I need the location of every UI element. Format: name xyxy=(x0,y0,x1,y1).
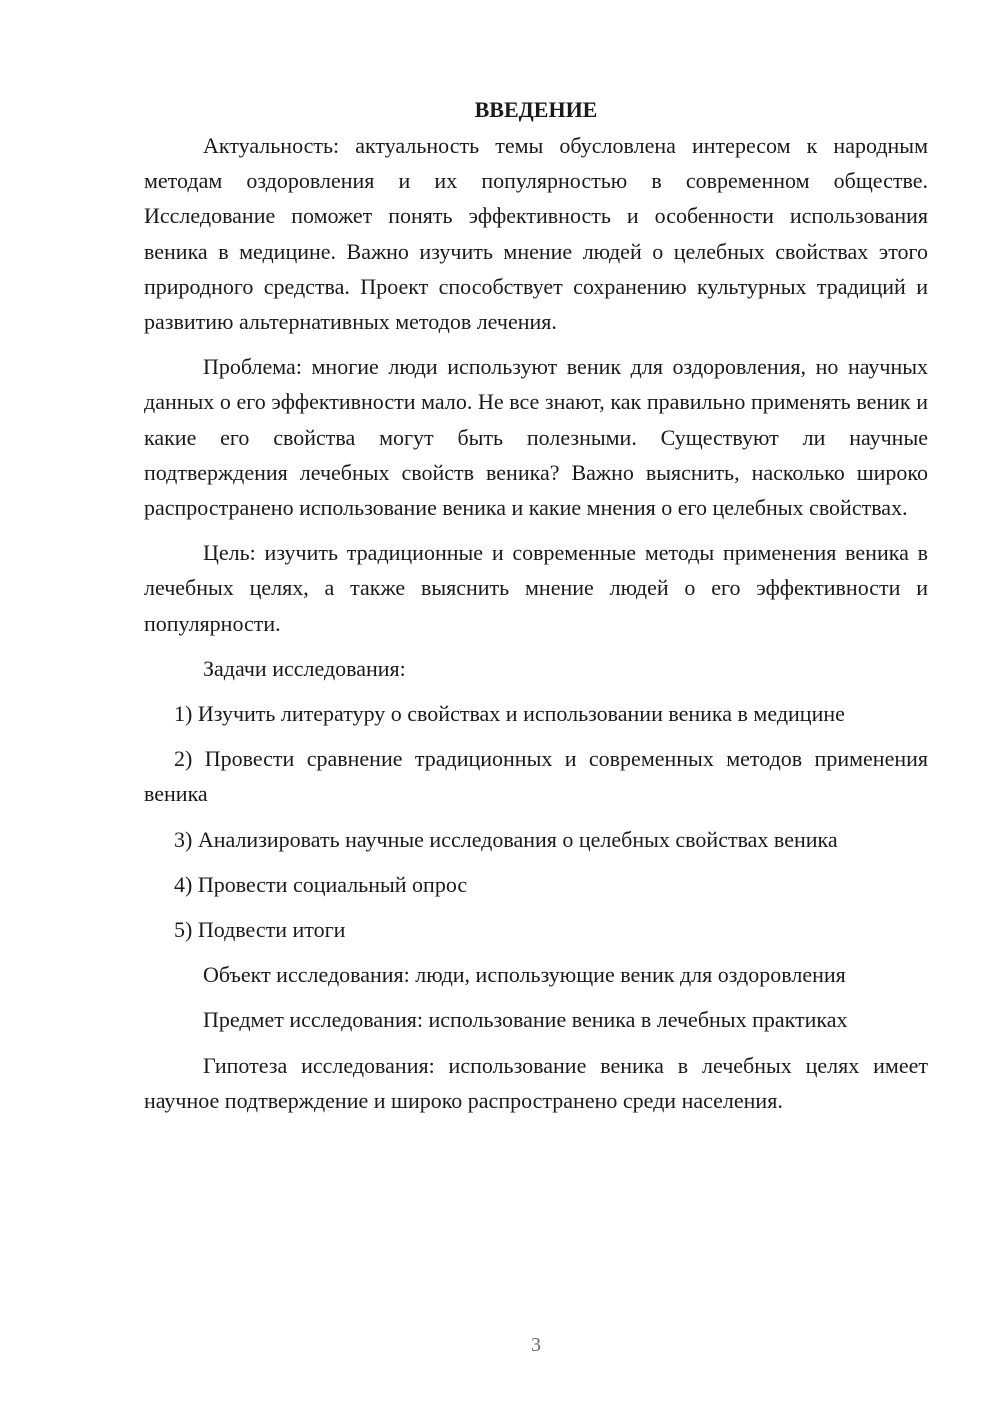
task-item-2: 2) Провести сравнение традиционных и современных методов применения веника xyxy=(144,746,928,807)
task-item-5: 5) Подвести итоги xyxy=(174,917,346,943)
problem-paragraph: Проблема: многие люди используют веник для оздоровления, но научных данных о его эффективности мало. Не все знают, как правильно применять веник и какие его свойства могут быть полезными. Существуют ли научные подтверждения лечебных свойств веника? Важно выяснить, насколько широко распространено использование веника и какие мнения о его целебных свойствах. xyxy=(144,354,928,521)
object-paragraph: Объект исследования: люди, использующие веник для оздоровления xyxy=(203,962,846,988)
relevance-paragraph: Актуальность: актуальность темы обусловлена интересом к народным методам оздоровления и их популярностью в современном обществе. Исследование поможет понять эффективность и особенности использования веника в медицине. Важно изучить мнение людей о целебных свойствах этого природного средства. Проект способствует сохранению культурных традиций и развитию альтернативных методов лечения. xyxy=(144,133,928,335)
page-number: 3 xyxy=(531,1334,541,1356)
task-item-4: 4) Провести социальный опрос xyxy=(174,871,468,897)
tasks-heading: Задачи исследования: xyxy=(203,655,406,681)
document-page xyxy=(144,92,928,1128)
hypothesis-paragraph: Гипотеза исследования: использование веника в лечебных целях имеет научное подтверждение и широко распространено среди населения. xyxy=(144,1052,928,1113)
task-item-3: 3) Анализировать научные исследования о целебных свойствах веника xyxy=(174,826,838,852)
goal-paragraph: Цель: изучить традиционные и современные методы применения веника в лечебных целях, а также выяснить мнение людей о его эффективности и популярности. xyxy=(144,540,928,636)
task-item-1: 1) Изучить литературу о свойствах и использовании веника в медицине xyxy=(174,701,845,727)
subject-paragraph: Предмет исследования: использование веника в лечебных практиках xyxy=(203,1007,848,1033)
section-title: ВВЕДЕНИЕ xyxy=(474,97,598,122)
